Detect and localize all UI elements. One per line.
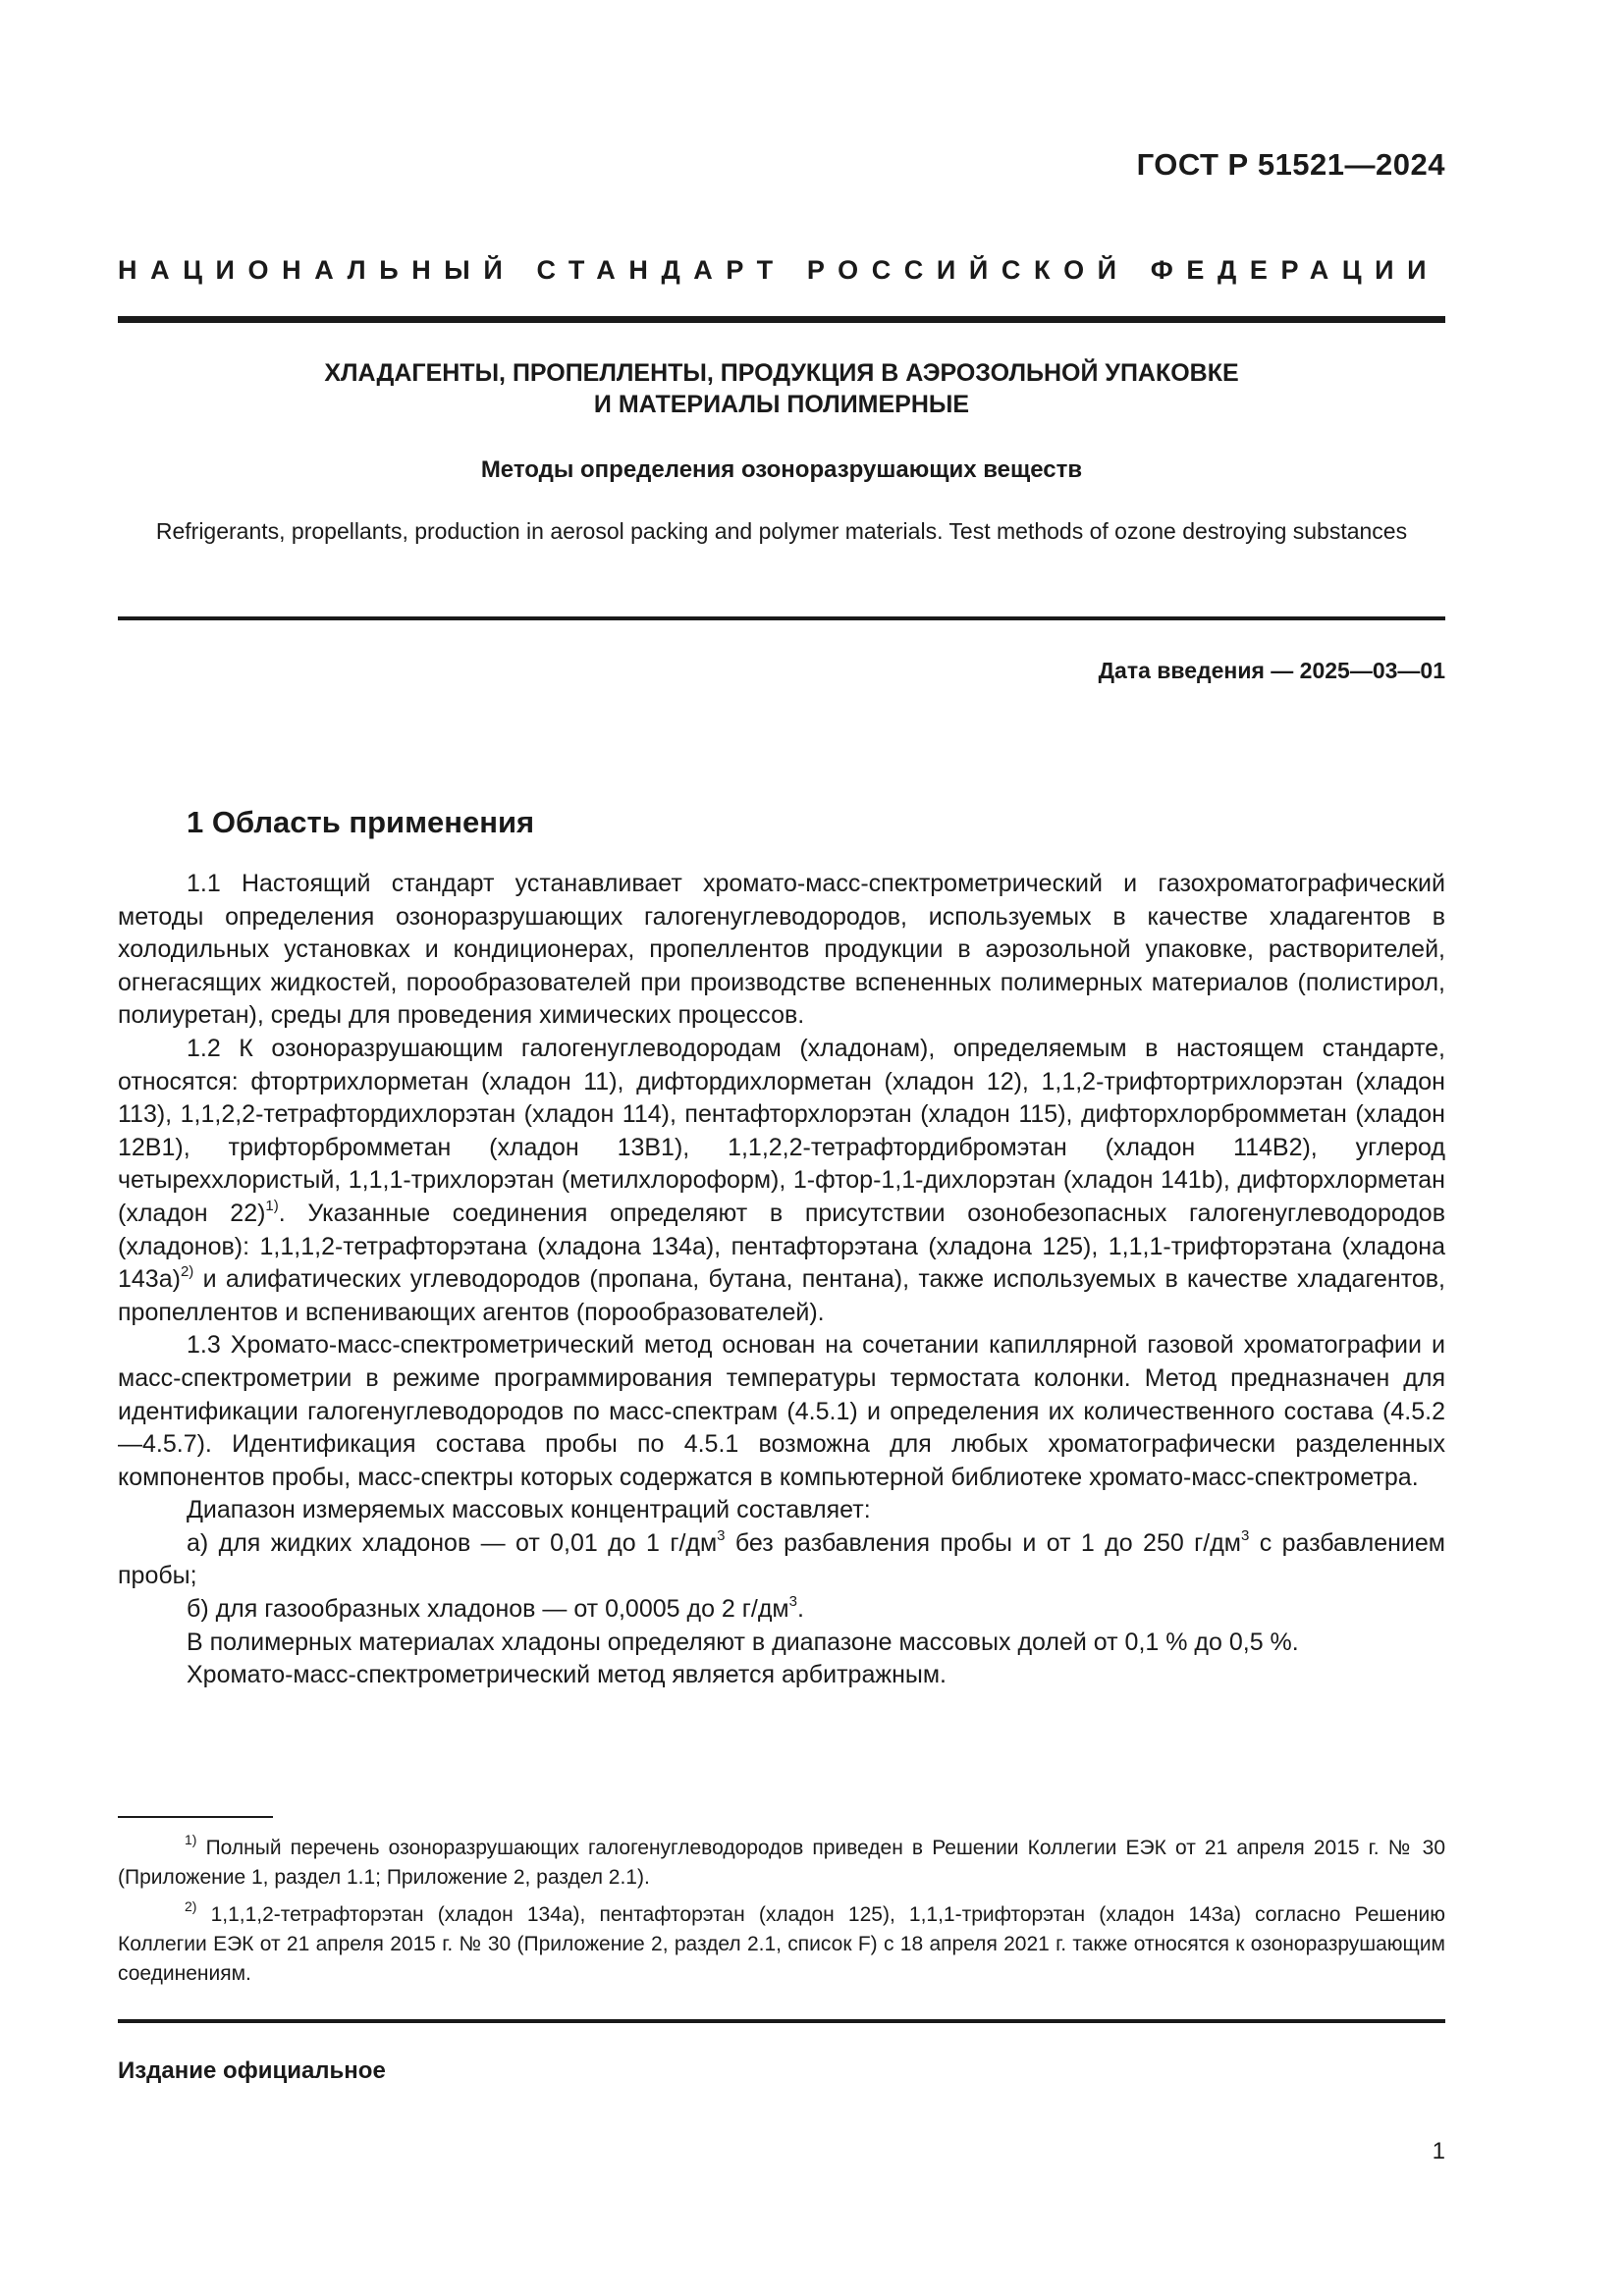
paragraph-range-b xyxy=(118,1593,1445,1627)
paragraph-range-intro: Диапазон измеряемых массовых концентраций составляет: xyxy=(187,1496,871,1524)
superscript-3: 3 xyxy=(1240,1526,1250,1544)
english-title: Refrigerants, propellants, production in aerosol packing and polymer materials. Test methods of ozone destroying substances xyxy=(155,518,1408,544)
footnote-2-mark: 2) xyxy=(185,1898,197,1914)
footnote-1-mark: 1) xyxy=(185,1832,197,1847)
top-divider xyxy=(118,316,1445,323)
paragraph-polymer-range: В полимерных материалах хладоны определяют в диапазоне массовых долей от 0,1 % до 0,5 %. xyxy=(187,1628,1299,1656)
paragraph-range-a xyxy=(118,1527,1445,1593)
document-title xyxy=(118,357,1445,420)
paragraph-1-2-part-b: . Указанные соединения определяют в присутствии озонобезопасных галогенуглеводородов (хладонов): 1,1,1,2-тетрафторэтана (хладона 134a), пентафторэтана (хладона 125), 1,1,1-трифторэтана (хладона 143a) xyxy=(118,1199,1445,1294)
range-b-part-1: б) для газообразных хладонов — от 0,0005 до 2 г/дм xyxy=(187,1595,789,1624)
footnote-1-text: Полный перечень озоноразрушающих галогенуглеводородов приведен в Решении Коллегии ЕЭК от 21 апреля 2015 г. № 30 (Приложение 1, раздел 1.1; Приложение 2, раздел 2.1). xyxy=(118,1837,1445,1889)
footer-divider xyxy=(118,2019,1445,2023)
footnote-2-text: 1,1,1,2-тетрафторэтан (хладон 134a), пентафторэтан (хладон 125), 1,1,1-трифторэтан (хладон 143a) согласно Решению Коллегии ЕЭК от 21 апреля 2015 г. № 30 (Приложение 2, раздел 2.1, список F) с 18 апреля 2021 г. также относятся к озоноразрушающим соединениям. xyxy=(118,1903,1445,1985)
paragraph-1-2-part-a: 1.2 К озоноразрушающим галогенуглеводородам (хладонам), определяемым в настоящем стандарте, относятся: фтортрихлорметан (хладон 11), дифтордихлорметан (хладон 12), 1,1,2-трифтортрихлорэтан (хладон 113), 1,1,2,2-тетрафтордихлорэтан (хладон 114), пентафторхлорэтан (хладон 115), дифторхлорбромметан (хладон 12B1), трифторбромметан (хладон 13B1), 1,1,2,2-тетрафтордибромэтан (хладон 114B2), углерод четыреххлористый, 1,1,1-трихлорэтан (метилхлороформ), 1-фтор-1,1-дихлорэтан (хладон 141b), дифторхлорметан (хладон 22) xyxy=(118,1034,1445,1227)
footnote-ref-2: 2) xyxy=(180,1262,194,1280)
paragraph-1-2-part-c: и алифатических углеводородов (пропана, бутана, пентана), также используемых в качестве хладагентов, пропеллентов и вспенивающих агентов (порообразователей). xyxy=(118,1265,1445,1326)
section-title: 1 Область применения xyxy=(187,805,535,839)
introduction-date: Дата введения — 2025—03—01 xyxy=(1098,658,1445,683)
gost-number: ГОСТ Р 51521—2024 xyxy=(1136,147,1445,182)
paragraph-1-3: 1.3 Хромато-масс-спектрометрический метод основан на сочетании капиллярной газовой хроматографии и масс-спектрометрии в режиме программирования температуры термостата колонки. Метод предназначен для идентификации галогенуглеводородов по масс-спектрам (4.5.1) и определения их количественного состава (4.5.2—4.5.7). Идентификация состава пробы по 4.5.1 возможна для любых хроматографически разделенных компонентов пробы, масс-спектры которых содержатся в компьютерной библиотеке хромато-масс-спектрометра. xyxy=(118,1331,1445,1491)
footnote-ref-1: 1) xyxy=(265,1197,279,1214)
range-a-part-3: с разбавлением пробы; xyxy=(118,1528,1445,1590)
range-a-part-2: без разбавления пробы и от 1 до 250 г/дм xyxy=(725,1528,1241,1557)
paragraph-1-2 xyxy=(118,1033,1445,1329)
footnote-divider xyxy=(118,1816,273,1818)
section-body xyxy=(118,868,1445,1692)
range-b-part-2: . xyxy=(796,1595,804,1624)
footnotes xyxy=(118,1834,1445,1997)
superscript-3: 3 xyxy=(788,1592,797,1610)
title-divider xyxy=(118,616,1445,620)
page-number: 1 xyxy=(1432,2138,1445,2164)
document-subtitle: Методы определения озоноразрушающих веществ xyxy=(480,456,1083,483)
title-line-1: ХЛАДАГЕНТЫ, ПРОПЕЛЛЕНТЫ, ПРОДУКЦИЯ В АЭРОЗОЛЬНОЙ УПАКОВКЕ xyxy=(324,359,1239,387)
range-a-part-1: а) для жидких хладонов — от 0,01 до 1 г/дм xyxy=(187,1528,718,1557)
footnote-2 xyxy=(118,1900,1445,1989)
title-line-2: И МАТЕРИАЛЫ ПОЛИМЕРНЫЕ xyxy=(593,391,970,418)
footnote-1 xyxy=(118,1834,1445,1893)
superscript-3: 3 xyxy=(717,1526,726,1544)
national-standard-heading: НАЦИОНАЛЬНЫЙ СТАНДАРТ РОССИЙСКОЙ ФЕДЕРАЦИИ xyxy=(118,255,1440,285)
paragraph-arbitration: Хромато-масс-спектрометрический метод является арбитражным. xyxy=(187,1661,947,1689)
official-edition-label: Издание официальное xyxy=(118,2057,386,2084)
paragraph-1-1: 1.1 Настоящий стандарт устанавливает хромато-масс-спектрометрический и газохроматографический методы определения озоноразрушающих галогенуглеводородов, используемых в качестве хладагентов в холодильных установках и кондиционерах, пропеллентов продукции в аэрозольной упаковке, растворителей, огнегасящих жидкостей, порообразователей при производстве вспененных полимерных материалов (полистирол, полиуретан), среды для проведения химических процессов. xyxy=(118,870,1445,1030)
